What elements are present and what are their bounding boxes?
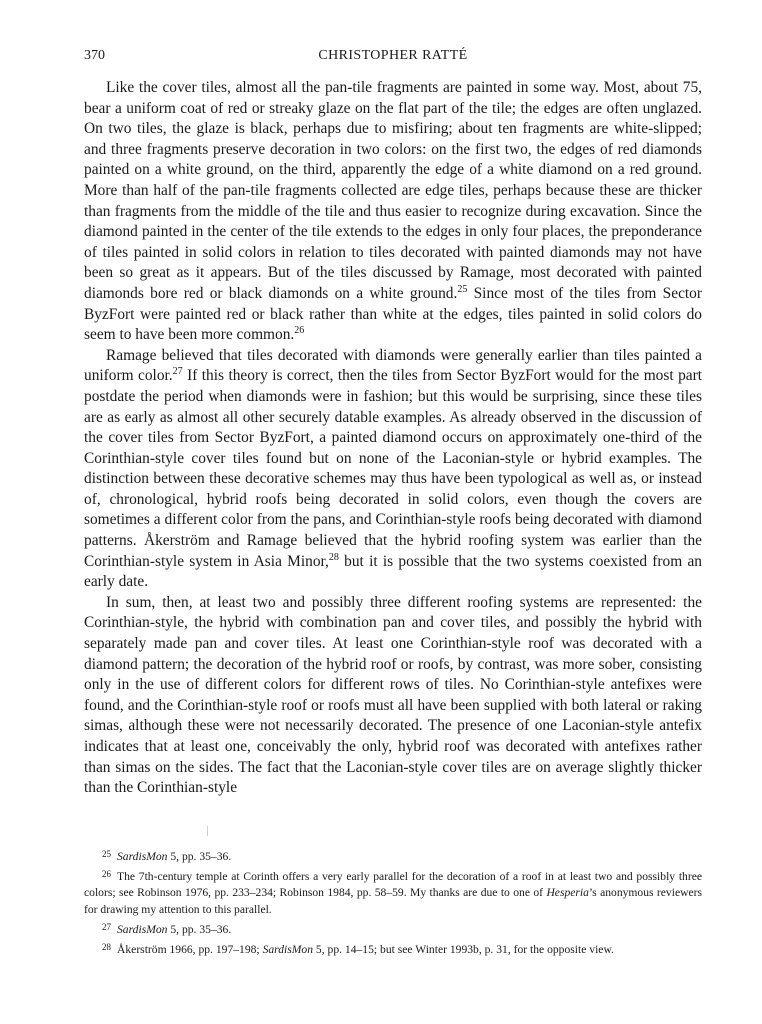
footnote-number: 26 (102, 869, 111, 880)
footnote-italic: SardisMon (262, 943, 314, 957)
body-paragraph (84, 593, 702, 799)
footnote-italic: Hesperia (546, 886, 589, 900)
footnote (84, 846, 702, 865)
footnote-text: ’s anonymous reviewers for drawing my attention to this parallel. (84, 886, 702, 916)
footnote-ref[interactable]: 28 (328, 551, 339, 563)
margin-mark (207, 826, 208, 836)
paragraph-text: Ramage believed that tiles decorated with diamonds were generally earlier than tiles painted a uniform color. (84, 346, 702, 385)
page-header (84, 48, 702, 70)
footnote-text: 5, pp. 35–36. (167, 850, 232, 863)
paragraph-text: but it is possible that the two systems coexisted from an early date. (84, 552, 702, 591)
footnote-number: 25 (102, 849, 111, 859)
footnote-italic: SardisMon (117, 922, 168, 936)
footnote-italic: SardisMon (117, 850, 168, 863)
paragraph-text: Like the cover tiles, almost all the pan-tile fragments are painted in some way. Most, about 75, bear a uniform coat of red or streaky glaze on the flat part of the tile; the edges are often unglazed. On two tiles, the glaze is black, perhaps due to misfiring; about ten fragments are white-slipped; and three fragments preserve decoration in two colors: on the first two, the edges of red diamonds painted on a white ground, on the third, apparently the edge of a white diamond on a red ground. More than half of the pan-tile fragments collected are edge tiles, perhaps because these are thicker than fragments from the middle of the tile and thus easier to recognize during excavation. Since the diamond painted in the center of the tile extends to the edges in only four places, the preponderance of tiles painted in solid colors in relation to tiles decorated with painted diamonds may not have been so great as it appears. But of the tiles discussed by Ramage, most decorated with painted diamonds bore red or black diamonds on a white ground. (84, 79, 702, 302)
footnote (84, 919, 702, 938)
footnote-number: 27 (102, 921, 111, 932)
footnotes (84, 846, 702, 959)
running-head: CHRISTOPHER RATTÉ (318, 48, 468, 63)
footnote-text: The 7th-century temple at Corinth offers a very early parallel for the decoration of a roof in at least two and possibly three colors; see Robinson 1976, pp. 233–234; Robinson 1984, pp. 58–59. My thanks are due to one of (84, 870, 702, 900)
footnote-text: 5, pp. 14–15; but see Winter 1993b, p. 31, for the opposite view. (313, 943, 614, 957)
footnote-ref[interactable]: 27 (172, 366, 183, 378)
footnote-text: 5, pp. 35–36. (167, 922, 232, 936)
footnote-ref[interactable]: 26 (294, 325, 305, 337)
footnote-ref[interactable]: 25 (457, 283, 468, 295)
footnote-number: 28 (102, 942, 111, 953)
paragraph-text: Since most of the tiles from Sector ByzFort were painted red or black rather than white at the edges, tiles painted in solid colors do seem to have been more common. (84, 284, 702, 344)
page-number: 370 (84, 48, 105, 63)
paragraph-text: If this theory is correct, then the tiles from Sector ByzFort would for the most part postdate the period when diamonds were in fashion; but this would be surprising, since these tiles are as early as almost all other securely datable examples. As already observed in the discussion of the cover tiles from Sector ByzFort, a painted diamond occurs on approximately one-third of the Corinthian-style cover tiles found but on none of the Laconian-style or hybrid examples. The distinction between these decorative schemes may thus have been typological as well as, or instead of, chronological, hybrid roofs being decorated in solid colors, even though the covers are sometimes a different color from the pans, and Corinthian-style roofs being decorated with diamond patterns. Åkerström and Ramage believed that the hybrid roofing system was earlier than the Corinthian-style system in Asia Minor, (84, 367, 702, 570)
footnote (84, 866, 702, 918)
body-paragraph (84, 78, 702, 346)
body-text (84, 78, 702, 799)
footnote (84, 939, 702, 958)
footnote-text: Åkerström 1966, pp. 197–198; (117, 943, 263, 957)
paragraph-text: In sum, then, at least two and possibly three different roofing systems are represented: the Corinthian-style, the hybrid with combination pan and cover tiles, and possibly the hybrid with separately made pan and cover tiles. At least one Corinthian-style roof was decorated with a diamond pattern; the decoration of the hybrid roof or roofs, by contrast, was more sober, consisting only in the use of different colors for different rows of tiles. No Corinthian-style antefixes were found, and the Corinthian-style roof or roofs must all have been supplied with both lateral or raking simas, although these were not necessarily decorated. The presence of one Laconian-style antefix indicates that at least one, conceivably the only, hybrid roof was decorated with antefixes rather than simas on the sides. The fact that the Laconian-style cover tiles are on average slightly thicker than the Corinthian-style (84, 593, 702, 797)
body-paragraph (84, 346, 702, 593)
